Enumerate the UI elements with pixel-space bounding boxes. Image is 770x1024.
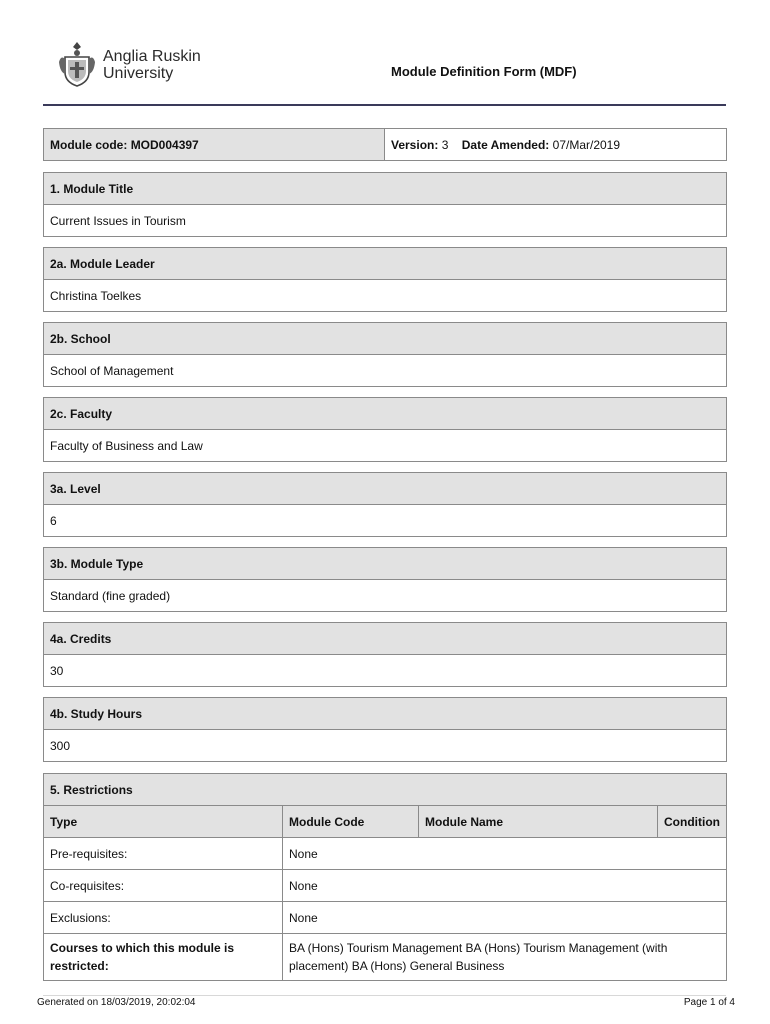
section-school bbox=[43, 322, 727, 387]
section-faculty bbox=[43, 397, 727, 462]
form-title: Module Definition Form (MDF) bbox=[391, 64, 577, 79]
section-heading: 3b. Module Type bbox=[44, 548, 727, 580]
section-value: Standard (fine graded) bbox=[44, 580, 727, 612]
logo-line-2: University bbox=[103, 65, 174, 82]
page-number: Page 1 of 4 bbox=[683, 997, 735, 1008]
courses-restricted-label: Courses to which this module is restricted: bbox=[44, 934, 283, 981]
table-row bbox=[44, 838, 727, 870]
column-header-condition: Condition bbox=[658, 806, 727, 838]
restrictions-table bbox=[43, 773, 727, 981]
section-module-leader bbox=[43, 247, 727, 312]
document-header bbox=[43, 38, 726, 106]
restrictions-heading: 5. Restrictions bbox=[44, 774, 727, 806]
section-module-type bbox=[43, 547, 727, 612]
module-code-value: MOD004397 bbox=[130, 137, 199, 152]
version-label: Version: bbox=[391, 137, 439, 152]
restriction-value: None bbox=[283, 870, 727, 902]
section-value: Christina Toelkes bbox=[44, 280, 727, 312]
date-amended-value: 07/Mar/2019 bbox=[552, 137, 621, 152]
column-header-module-name: Module Name bbox=[419, 806, 658, 838]
version-value: 3 bbox=[441, 137, 449, 152]
section-value: School of Management bbox=[44, 355, 727, 387]
section-value: Current Issues in Tourism bbox=[44, 205, 727, 237]
table-row bbox=[44, 934, 727, 981]
section-value: 6 bbox=[44, 505, 727, 537]
restriction-type: Pre-requisites: bbox=[44, 838, 283, 870]
crest-icon bbox=[56, 40, 98, 88]
page-footer bbox=[37, 995, 735, 1008]
section-heading: 1. Module Title bbox=[44, 173, 727, 205]
section-heading: 3a. Level bbox=[44, 473, 727, 505]
module-code-label: Module code: bbox=[50, 137, 128, 152]
section-heading: 2b. School bbox=[44, 323, 727, 355]
university-logo bbox=[56, 40, 236, 90]
section-study-hours bbox=[43, 697, 727, 762]
restriction-type: Co-requisites: bbox=[44, 870, 283, 902]
section-heading: 4b. Study Hours bbox=[44, 698, 727, 730]
logo-line-1: Anglia Ruskin bbox=[103, 48, 201, 65]
restriction-value: None bbox=[283, 902, 727, 934]
section-heading: 2c. Faculty bbox=[44, 398, 727, 430]
version-cell bbox=[385, 129, 727, 161]
courses-restricted-value: BA (Hons) Tourism Management BA (Hons) Tourism Management (with placement) BA (Hons) General Business bbox=[283, 934, 727, 981]
section-credits bbox=[43, 622, 727, 687]
section-value: 30 bbox=[44, 655, 727, 687]
date-amended-label: Date Amended: bbox=[461, 137, 550, 152]
module-meta-table bbox=[43, 128, 727, 161]
section-value: 300 bbox=[44, 730, 727, 762]
restriction-type: Exclusions: bbox=[44, 902, 283, 934]
table-row bbox=[44, 870, 727, 902]
section-value: Faculty of Business and Law bbox=[44, 430, 727, 462]
module-code-cell bbox=[44, 129, 385, 161]
table-row bbox=[44, 902, 727, 934]
column-header-type: Type bbox=[44, 806, 283, 838]
section-module-title bbox=[43, 172, 727, 237]
restriction-value: None bbox=[283, 838, 727, 870]
section-heading: 2a. Module Leader bbox=[44, 248, 727, 280]
section-heading: 4a. Credits bbox=[44, 623, 727, 655]
section-level bbox=[43, 472, 727, 537]
generated-timestamp: Generated on 18/03/2019, 20:02:04 bbox=[37, 997, 196, 1008]
column-header-module-code: Module Code bbox=[283, 806, 419, 838]
